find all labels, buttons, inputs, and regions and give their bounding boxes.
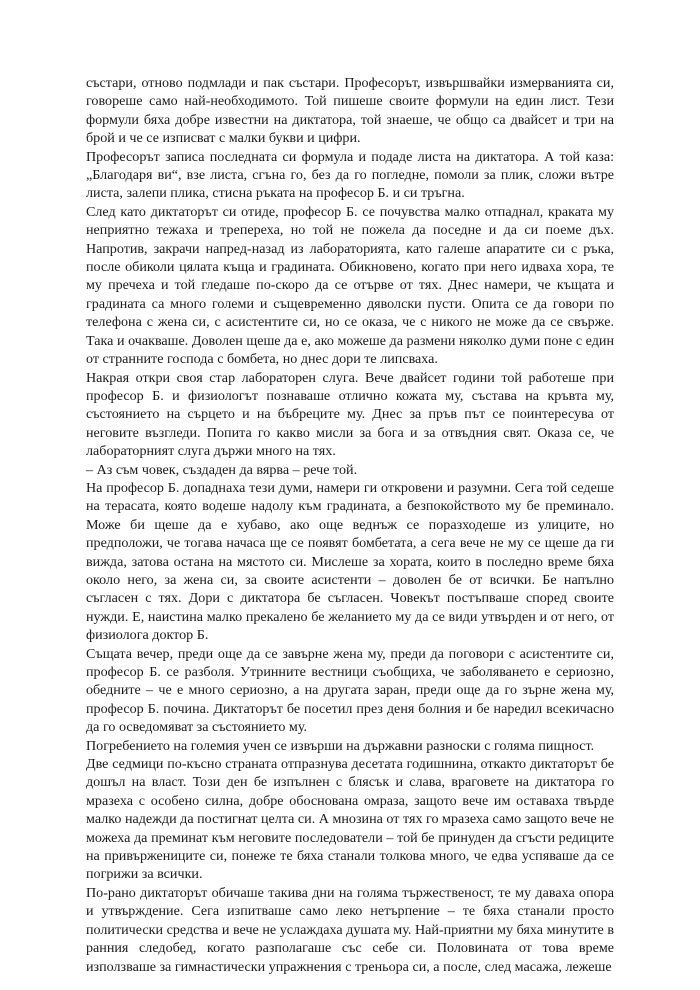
paragraph-4: Накрая откри своя стар лабораторен слуга. Вече двайсет години той работеше при професор Б. и физиологът познаваше отлично кожата му, състава на кръвта му, състоянието на сърцето и на бъбреците му. Днес за пръв път се поинтересува от неговите възгледи. Попита го какво мисли за бога и за отвъдния свят. Оказа се, че лабораторният слуга държи много на тях. — [86, 369, 614, 460]
document-page — [86, 74, 614, 976]
paragraph-8: Погребението на големия учен се извърши на държавни разноски с голяма пищност. — [86, 737, 595, 754]
paragraph-3: След като диктаторът си отиде, професор Б. се почувства малко отпаднал, краката му неприятно тежаха и трепереха, но той не пожела да поседне и да си поеме дъх. Напротив, закрачи напред-назад из лабораторията, като галеше апаратите си с ръка, после обиколи цялата къща и градината. Обикновено, когато при него идваха хора, те му пречеха и той гледаше по-скоро да се отърве от тях. Днес намери, че къщата и градината са много големи и същевременно дяволски пусти. Опита се да говори по телефона с жена си, с асистентите си, но се оказа, че с никого не може да се свърже. Така и очакваше. Доволен щеше да е, ако можеше да размени няколко думи поне с един от странните господа с бомбета, но днес дори те липсваха. — [86, 203, 614, 368]
paragraph-6: На професор Б. допаднаха тези думи, намери ги откровени и разумни. Сега той седеше на терасата, която водеше надолу към градината, а безпокойството му бе преминало. Може би щеше да е хубаво, ако още веднъж се поразходеше из улиците, но предположи, че тогава начаса ще се появят бомбетата, а сега вече не му се щеше да ги вижда, затова остана на мястото си. Мислеше за хората, които в последно време бяха около него, за жена си, за своите асистенти – доволен бе от всички. Бе напълно съгласен с тях. Дори с диктатора бе съгласен. Човекът постъпваше според своите нужди. Е, наистина малко прекалено бе желанието му да се види утвърден и от него, от физиолога доктор Б. — [86, 479, 614, 644]
paragraph-5: – Аз съм човек, създаден да вярва – рече той. — [86, 461, 358, 478]
paragraph-7: Същата вечер, преди още да се завърне жена му, преди да поговори с асистентите си, професор Б. се разболя. Утринните вестници съобщиха, че заболяването е сериозно, обедните – че е много сериозно, а на другата заран, преди още да го зърне жена му, професор Б. почина. Диктаторът бе посетил през деня болния и бе наредил всекичасно да го осведомяват за състоянието му. — [86, 645, 614, 736]
paragraph-9: Две седмици по-късно страната отпразнува десетата годишнина, откакто диктаторът бе дошъл на власт. Този ден бе изпълнен с блясък и слава, враговете на диктатора го мразеха с особено силна, добре обоснована омраза, защото вече им оставаха твърде малко надежди да постигнат целта си. А мнозина от тях го мразеха само защото вече не можеха да преминат към неговите последователи – той бе принуден да сгъсти редиците на привържениците си, понеже те бяха станали толкова много, че едва успяваше да се погрижи за всички. — [86, 756, 614, 883]
paragraph-10: По-рано диктаторът обичаше такива дни на голяма тържественост, те му даваха опора и утвърждение. Сега изпитваше само леко нетърпение – те бяха станали просто политически средства и вече не услаждаха душата му. Най-приятни му бяха минутите в ранния следобед, когато разполагаше със себе си. Половината от това време използваше за гимнастически упражнения с треньора си, а после, след масажа, лежеше — [86, 884, 614, 975]
paragraph-1: състари, отново подмлади и пак състари. Професорът, извършвайки измерванията си, говореше само най-необходимото. Той пишеше своите формули на един лист. Тези формули бяха добре известни на диктатора, той знаеше, че общо са двайсет и три на брой и че се изписват с малки букви и цифри. — [86, 75, 614, 147]
paragraph-2: Професорът записа последната си формула и подаде листа на диктатора. А той каза: „Благодаря ви“, взе листа, сгъна го, без да го погледне, помоли за плик, сложи вътре листа, залепи плика, стисна ръката на професор Б. и си тръгна. — [86, 148, 614, 202]
